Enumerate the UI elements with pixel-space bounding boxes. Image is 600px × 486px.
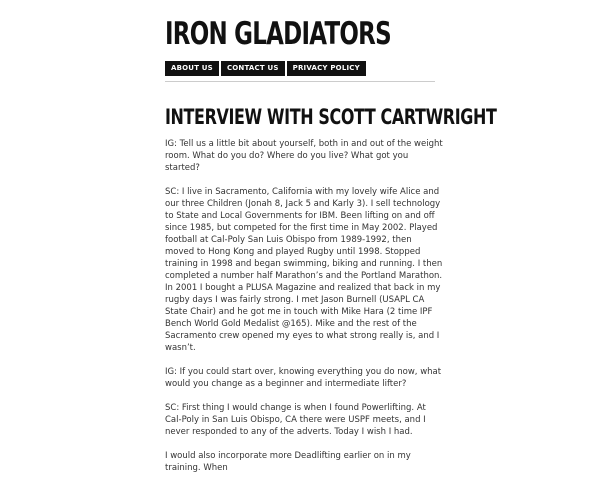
post-content bbox=[165, 138, 443, 486]
nav-contact-us[interactable]: CONTACT US bbox=[221, 61, 285, 76]
paragraph-answer-2: SC: First thing I would change is when I found Powerlifting. At Cal-Poly in San Luis Obispo, CA there were USPF meets, and I never responded to any of the adverts. Today I wish I had. bbox=[165, 403, 426, 437]
paragraph-question-1: IG: Tell us a little bit about yourself, both in and out of the weight room. What do you do? Where do you live? What got you started? bbox=[165, 139, 443, 173]
paragraph-question-2: IG: If you could start over, knowing everything you do now, what would you change as a beginner and intermediate lifter? bbox=[165, 367, 442, 389]
nav-privacy-policy[interactable]: PRIVACY POLICY bbox=[287, 61, 366, 76]
site-title[interactable]: IRON GLADIATORS bbox=[165, 16, 391, 52]
nav-about-us[interactable]: ABOUT US bbox=[165, 61, 219, 76]
post-title[interactable]: INTERVIEW WITH SCOTT CARTWRIGHT bbox=[165, 105, 497, 129]
paragraph-answer-1: SC: I live in Sacramento, California with my lovely wife Alice and our three Children (Jonah 8, Jack 5 and Karly 3). I sell technology to State and Local Governments for IBM. Been lifting on and off since 1985, but competed for the first time in May 2002. Played football at Cal-Poly San Luis Obispo from 1989-1992, then moved to Hong Kong and played Rugby until 1998. Stopped training in 1998 and began swimming, biking and running. I then completed a number half Marathon’s and the Portland Marathon. In 2001 I bought a PLUSA Magazine and realized that back in my rugby days I was fairly strong. I met Jason Burnell (USAPL CA State Chair) and he got me in touch with Mike Hara (2 time IPF Bench World Gold Medalist @165). Mike and the rest of the Sacramento crew opened my eyes to what strong really is, and I wasn’t. bbox=[165, 187, 443, 353]
header-divider bbox=[165, 81, 435, 82]
paragraph-answer-2-continued: I would also incorporate more Deadlifting earlier on in my training. When bbox=[165, 451, 411, 473]
main-nav bbox=[165, 61, 366, 76]
